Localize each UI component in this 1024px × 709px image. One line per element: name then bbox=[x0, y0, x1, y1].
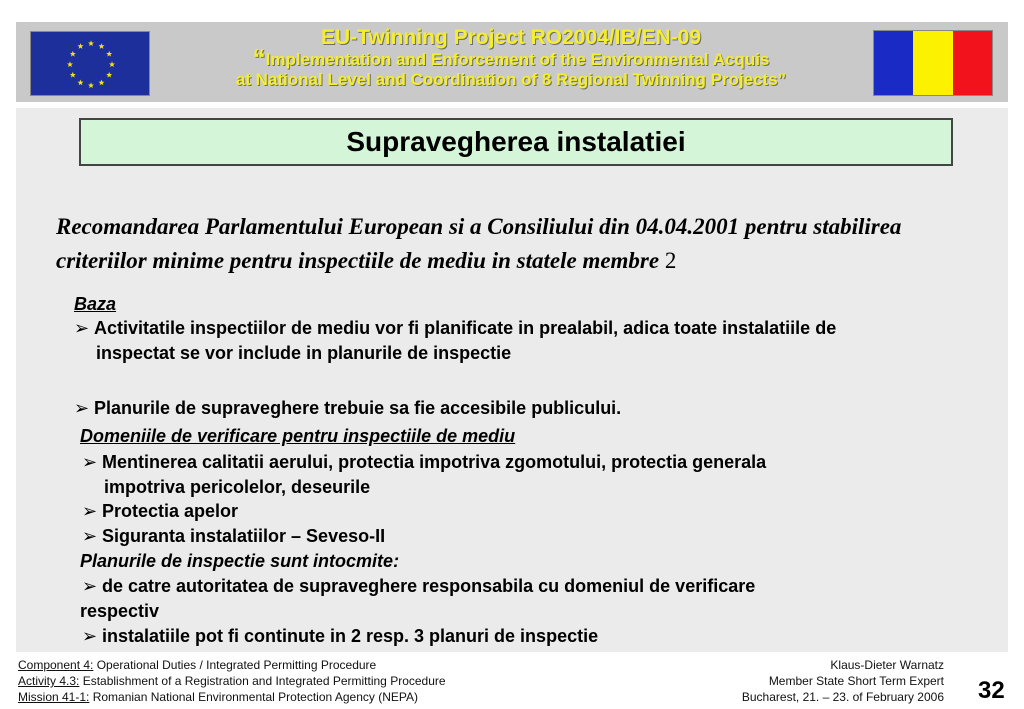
list-item-continuation: respectiv bbox=[80, 601, 160, 621]
page-number: 32 bbox=[978, 677, 1005, 704]
intro-paragraph bbox=[56, 210, 956, 278]
eu-star-icon bbox=[98, 79, 104, 85]
eu-star-icon bbox=[70, 51, 76, 57]
list-item-continuation: impotriva pericolelor, deseurile bbox=[104, 477, 371, 497]
project-title bbox=[156, 26, 866, 90]
arrow-bullet-icon: ➢ bbox=[82, 452, 98, 472]
footer-date: Bucharest, 21. – 23. of February 2006 bbox=[741, 690, 944, 704]
arrow-bullet-icon: ➢ bbox=[82, 526, 98, 546]
eu-star-icon bbox=[98, 43, 104, 49]
open-quote: “ bbox=[252, 43, 266, 73]
list-item: ➢ Planurile de supraveghere trebuie sa fie accesibile publicului. bbox=[74, 398, 622, 418]
footer-activity: Activity 4.3: Establishment of a Registration and Integrated Permitting Procedure bbox=[18, 674, 446, 688]
subtitle-text-1: Implementation and Enforcement of the Environmental Acquis bbox=[265, 50, 770, 69]
flag-stripe-blue bbox=[874, 31, 913, 95]
list-item: ➢ de catre autoritatea de supraveghere responsabila cu domeniul de verificare bbox=[82, 576, 756, 596]
eu-star-icon bbox=[67, 61, 73, 67]
planuri-heading: Planurile de inspectie sunt intocmite: bbox=[80, 551, 400, 571]
eu-star-icon bbox=[88, 40, 94, 46]
footer-role: Member State Short Term Expert bbox=[768, 674, 944, 688]
project-subtitle-line1 bbox=[156, 43, 866, 73]
list-item: ➢ Siguranta instalatiilor – Seveso-II bbox=[82, 526, 386, 546]
project-code: EU-Twinning Project RO2004/IB/EN-09 bbox=[320, 26, 702, 49]
list-item: ➢ instalatiile pot fi continute in 2 resp. 3 planuri de inspectie bbox=[82, 626, 599, 646]
header-banner bbox=[16, 22, 1008, 102]
list-item: ➢ Activitatile inspectiilor de mediu vor fi planificate in prealabil, adica toate instalatiile de bbox=[74, 318, 837, 338]
baza-heading: Baza bbox=[74, 294, 117, 314]
arrow-bullet-icon: ➢ bbox=[74, 318, 90, 338]
flag-stripe-yellow bbox=[913, 31, 952, 95]
eu-flag-icon bbox=[30, 31, 150, 96]
slide-title: Supravegherea instalatiei bbox=[79, 118, 953, 166]
intro-number: 2 bbox=[664, 248, 677, 273]
project-subtitle-line2: at National Level and Coordination of 8 Regional Twinning Projects” bbox=[235, 70, 787, 89]
arrow-bullet-icon: ➢ bbox=[82, 501, 98, 521]
footer-author: Klaus-Dieter Warnatz bbox=[830, 658, 944, 672]
footer-component: Component 4: Operational Duties / Integrated Permitting Procedure bbox=[18, 658, 377, 672]
flag-stripe-red bbox=[953, 31, 992, 95]
eu-star-icon bbox=[109, 61, 115, 67]
footer-left bbox=[18, 657, 446, 705]
arrow-bullet-icon: ➢ bbox=[82, 576, 98, 596]
list-item: ➢ Mentinerea calitatii aerului, protectia impotriva zgomotului, protectia generala bbox=[82, 452, 767, 472]
eu-star-icon bbox=[106, 72, 112, 78]
eu-star-icon bbox=[70, 72, 76, 78]
arrow-bullet-icon: ➢ bbox=[74, 398, 90, 418]
eu-star-icon bbox=[106, 51, 112, 57]
eu-star-icon bbox=[77, 43, 83, 49]
list-item: ➢ Protectia apelor bbox=[82, 501, 239, 521]
slide-footer bbox=[18, 657, 944, 705]
footer-mission: Mission 41-1: Romanian National Environmental Protection Agency (NEPA) bbox=[18, 690, 418, 704]
romania-flag-icon bbox=[873, 30, 993, 96]
arrow-bullet-icon: ➢ bbox=[82, 626, 98, 646]
footer-right bbox=[742, 657, 944, 705]
intro-text: Recomandarea Parlamentului European si a Consiliului din 04.04.2001 pentru stabilirea criteriilor minime pentru inspectiile de mediu in statele membre bbox=[56, 214, 902, 273]
domenii-heading: Domeniile de verificare pentru inspectiile de mediu bbox=[80, 426, 516, 446]
eu-star-icon bbox=[77, 79, 83, 85]
list-item-continuation: inspectat se vor include in planurile de inspectie bbox=[96, 343, 512, 363]
eu-star-icon bbox=[88, 82, 94, 88]
